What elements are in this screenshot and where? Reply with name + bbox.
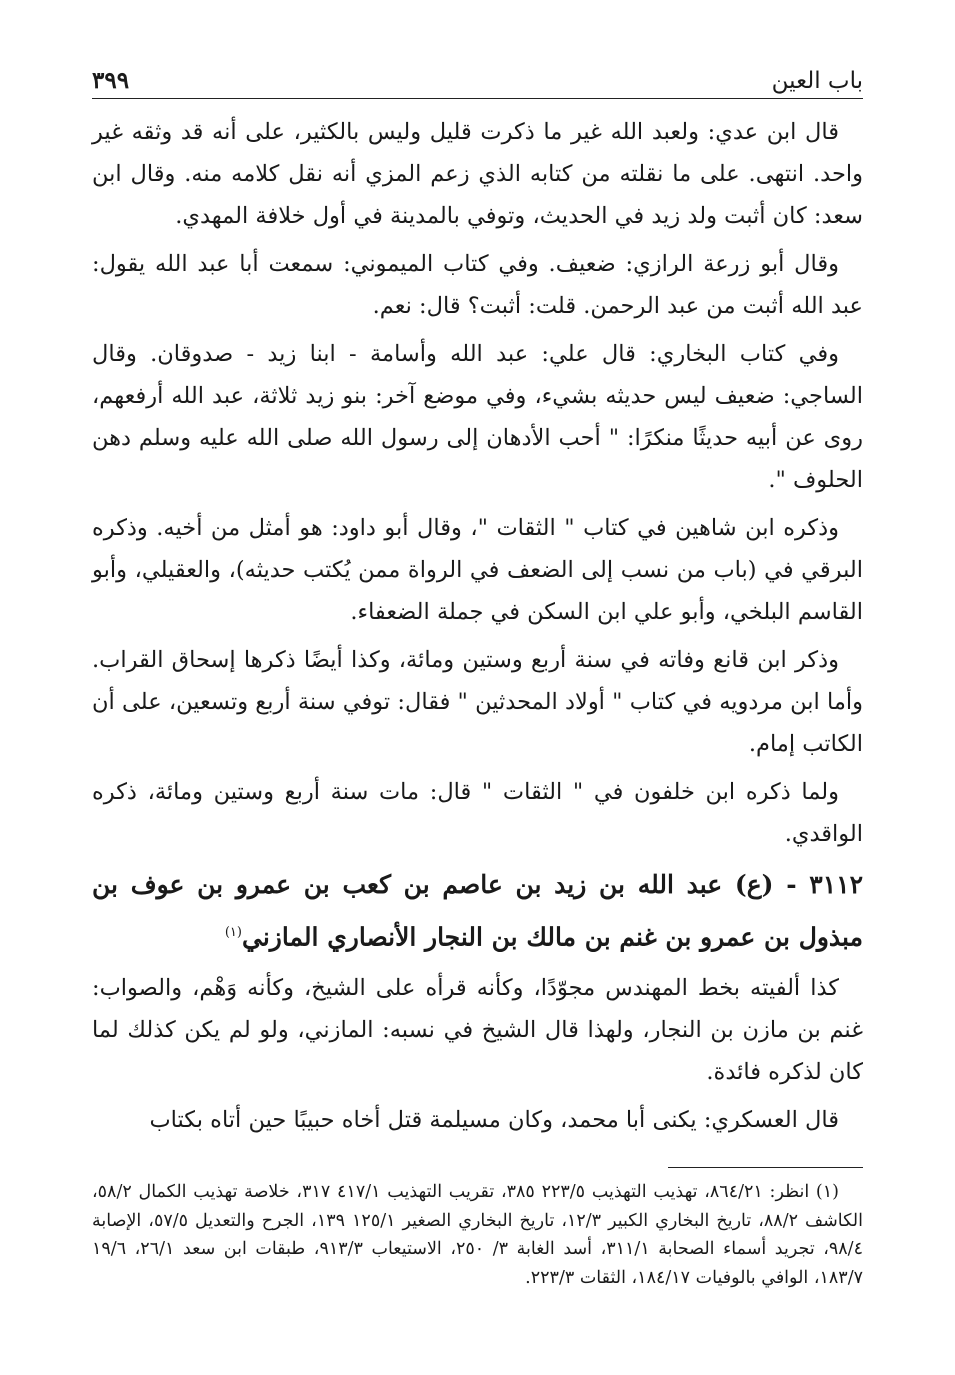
paragraph: قال العسكري: يكنى أبا محمد، وكان مسيلمة قتل أخاه حبيبًا حين أتاه بكتاب	[149, 1107, 839, 1134]
paragraph: قال ابن عدي: ولعبد الله غير ما ذكرت قليل وليس بالكثير، على أنه قد وثقه غير واحد. انتهى. على ما نقلته من كتابه الذي زعم المزي أنه نقل كلامه منه. وقال ابن سعد: كان أثبت ولد زيد في الحديث، وتوفي بالمدينة في أول خلافة المهدي.	[92, 119, 863, 229]
paragraph: ولما ذكره ابن خلفون في " الثقات " قال: مات سنة أربع وستين ومائة، ذكره الواقدي.	[92, 779, 863, 847]
footnote-separator	[668, 1167, 863, 1168]
main-text	[92, 111, 863, 1141]
entry-heading-text: ٣١١٢ - (ع) عبد الله بن زيد بن عاصم بن كعب بن عمرو بن عوف بن مبذول بن عمرو بن غنم بن مالك بن النجار الأنصاري المازني	[92, 870, 863, 952]
running-header	[92, 58, 863, 99]
paragraph: وذكره ابن شاهين في كتاب " الثقات "، وقال أبو داود: هو أمثل من أخيه. وذكره البرقي في (باب من نسب إلى الضعف في الرواة ممن يُكتب حديثه)، والعقيلي، وأبو القاسم البلخي، وأبو علي ابن السكن في جملة الضعفاء.	[92, 515, 863, 625]
paragraph: وفي كتاب البخاري: قال علي: عبد الله وأسامة - ابنا زيد - صدوقان. وقال الساجي: ضعيف ليس حديثه بشيء، وفي موضع آخر: بنو زيد ثلاثة، عبد الله أرفعهم، روى عن أبيه حديثًا منكرًا: " أحب الأدهان إلى رسول الله صلى الله عليه وسلم دهن الحلوف ".	[92, 341, 863, 493]
footnote-marker: (١)	[224, 925, 242, 940]
paragraph: وذكر ابن قانع وفاته في سنة أربع وستين ومائة، وكذا أيضًا ذكرها إسحاق القراب. وأما ابن مردويه في كتاب " أولاد المحدثين " فقال: توفي سنة أربع وتسعين، على أن الكاتب إمام.	[92, 647, 863, 757]
running-title: باب العين	[771, 68, 863, 94]
paragraph: وقال أبو زرعة الرازي: ضعيف. وفي كتاب الميموني: سمعت أبا عبد الله يقول: عبد الله أثبت من عبد الرحمن. قلت: أثبت؟ قال: نعم.	[92, 251, 863, 319]
page-number: ٣٩٩	[92, 67, 130, 94]
entry-heading	[92, 861, 863, 961]
footnote: (١) انظر: ٨٦٤/٢١، تهذيب التهذيب ٢٢٣/٥ ٣٨٥، تقريب التهذيب ٤١٧/١ ٣١٧، خلاصة تهذيب الكمال ٥٨/٢، الكاشف ٨٨/٢، تاريخ البخاري الكبير ١٢/٣، تاريخ البخاري الصغير ١٢٥/١ ١٣٩، الجرح والتعديل ٥٧/٥، الإصابة ٩٨/٤، تجريد أسماء الصحابة ٣١١/١، أسد الغابة ٣/ ٢٥٠، الاستيعاب ٩١٣/٣، طبقات ابن سعد ٢٦/١، ١٩/٦ ١٨٣/٧، الوافي بالوفيات ١٨٤/١٧، الثقات ٢٢٣/٣.	[92, 1182, 863, 1288]
paragraph: كذا ألفيته بخط المهندس مجوّدًا، وكأنه قرأه على الشيخ، وكأنه وَهْم، والصواب: غنم بن مازن بن النجار، ولهذا قال الشيخ في نسبه: المازني، ولو لم يكن كذلك لما كان لذكره فائدة.	[92, 975, 863, 1086]
